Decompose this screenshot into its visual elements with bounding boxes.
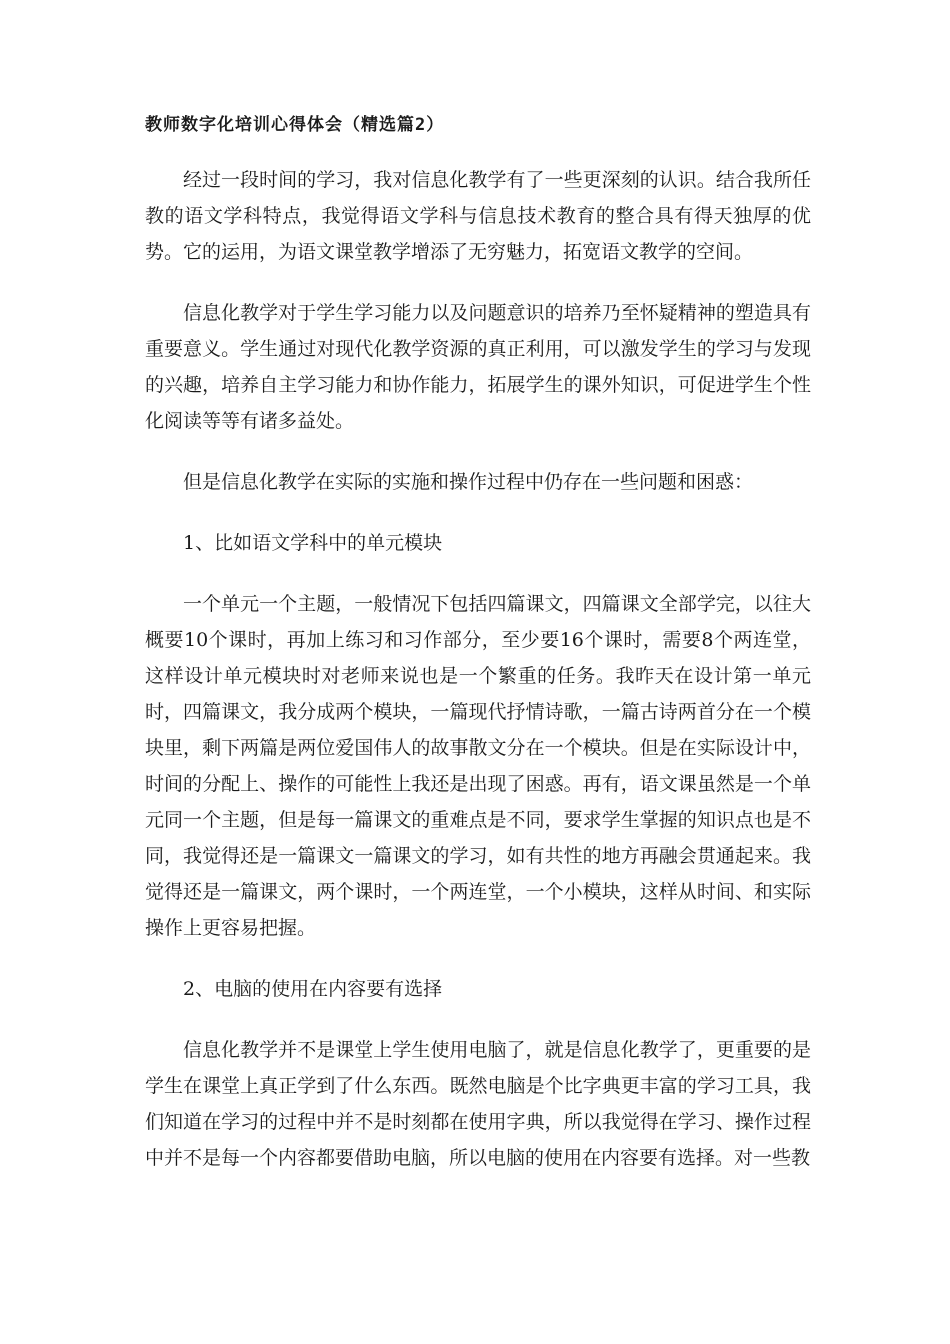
section-heading-1: 1、比如语文学科中的单元模块 — [183, 532, 443, 554]
paragraph-significance: 信息化教学对于学生学习能力以及问题意识的培养乃至怀疑精神的塑造具有重要意义。学生通过对现代化教学资源的真正利用，可以激发学生的学习与发现的兴趣，培养自主学习能力和协作能力，拓展学生的课外知识，可促进学生个性化阅读等等有诸多益处。 — [145, 302, 811, 432]
paragraph-problems-intro: 但是信息化教学在实际的实施和操作过程中仍存在一些问题和困惑： — [183, 471, 754, 493]
paragraph-computer-use: 信息化教学并不是课堂上学生使用电脑了，就是信息化教学了，更重要的是学生在课堂上真正学到了什么东西。既然电脑是个比字典更丰富的学习工具，我们知道在学习的过程中并不是时刻都在使用字典，所以我觉得在学习、操作过程中并不是每一个内容都要借助电脑，所以电脑的使用在内容要有选择。对一些教 — [145, 1039, 811, 1169]
document-body — [145, 162, 811, 1201]
paragraph-intro: 经过一段时间的学习，我对信息化教学有了一些更深刻的认识。结合我所任教的语文学科特点，我觉得语文学科与信息技术教育的整合具有得天独厚的优势。它的运用，为语文课堂教学增添了无穷魅力，拓宽语文教学的空间。 — [145, 169, 811, 263]
document-title: 教师数字化培训心得体会（精选篇2） — [145, 115, 445, 135]
paragraph-unit-module: 一个单元一个主题，一般情况下包括四篇课文，四篇课文全部学完，以往大概要10个课时，再加上练习和习作部分，至少要16个课时，需要8个两连堂，这样设计单元模块时对老师来说也是一个繁重的任务。我昨天在设计第一单元时，四篇课文，我分成两个模块，一篇现代抒情诗歌，一篇古诗两首分在一个模块里，剩下两篇是两位爱国伟人的故事散文分在一个模块。但是在实际设计中，时间的分配上、操作的可能性上我还是出现了困惑。再有，语文课虽然是一个单元同一个主题，但是每一篇课文的重难点是不同，要求学生掌握的知识点也是不同，我觉得还是一篇课文一篇课文的学习，如有共性的地方再融会贯通起来。我觉得还是一篇课文，两个课时，一个两连堂，一个小模块，这样从时间、和实际操作上更容易把握。 — [145, 593, 811, 939]
section-heading-2: 2、电脑的使用在内容要有选择 — [183, 978, 443, 1000]
